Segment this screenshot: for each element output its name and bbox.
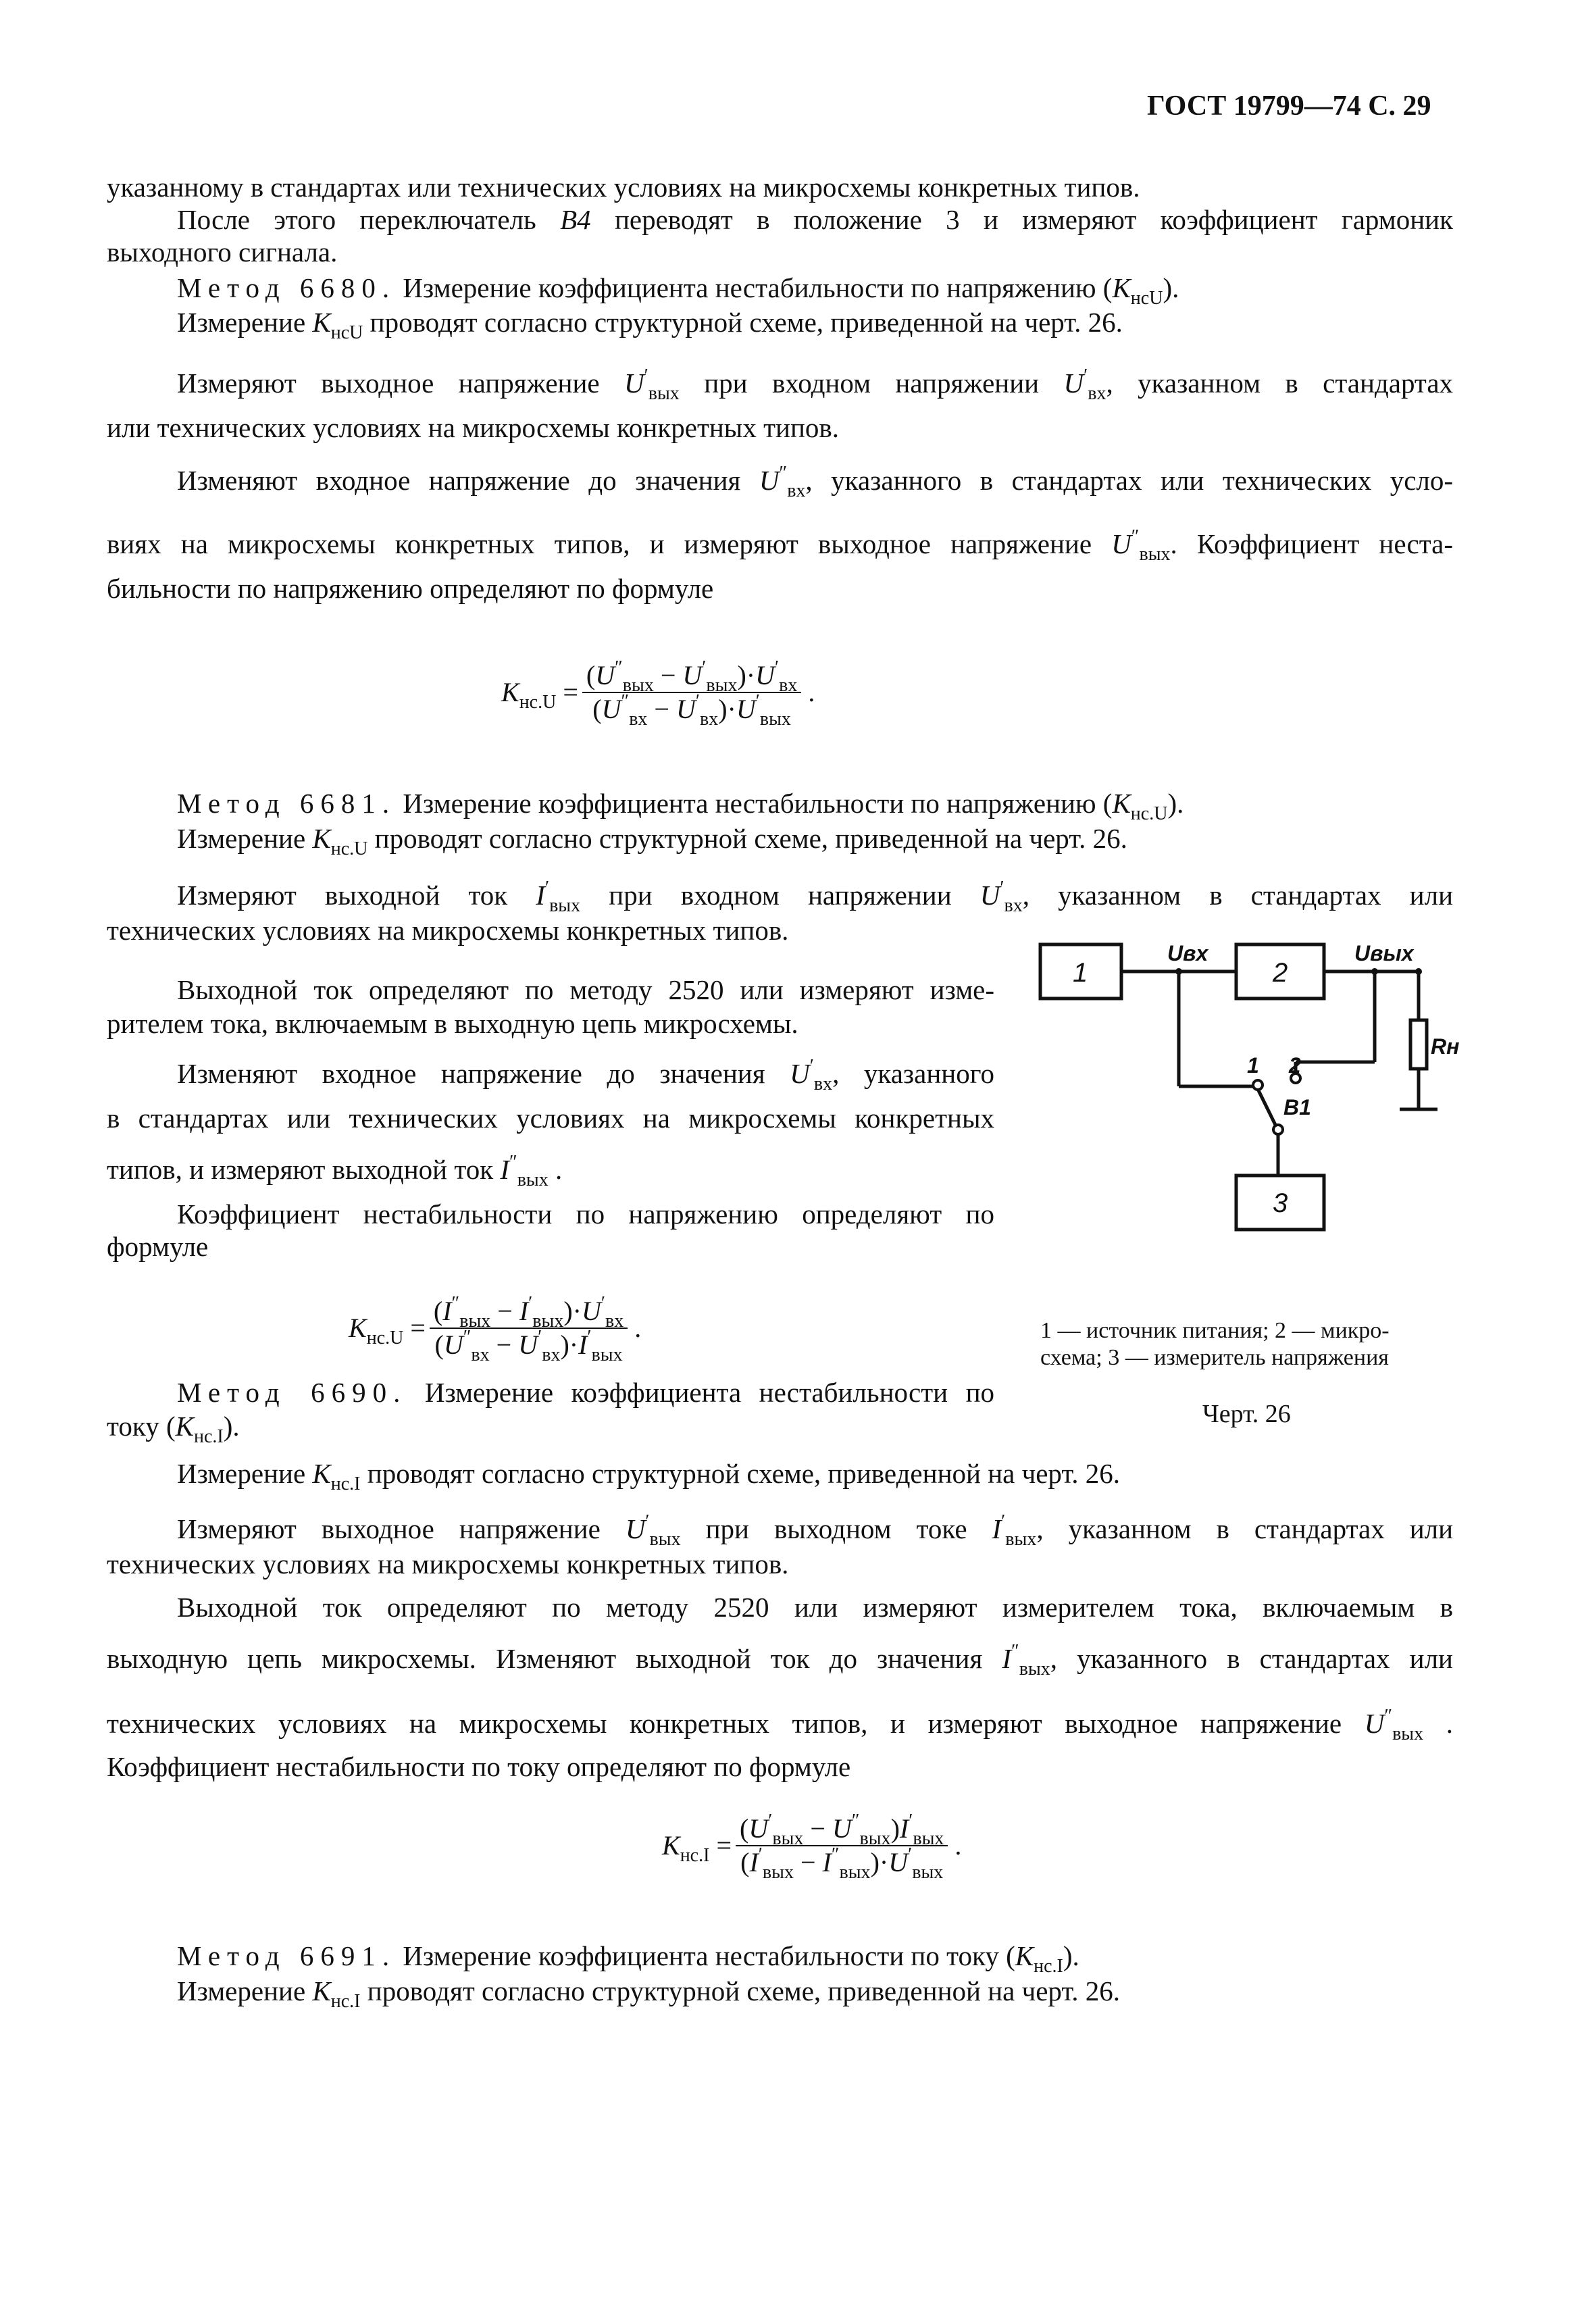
formula-k-nc-u-1: $K_{нс.U}$ = $\frac{(U''_{вых} - U'_{вых})\cdot U'_{вх}}{(U''_{вх} - U'_{вх})\cdot U'_{вых}}$ . (501, 657, 815, 730)
text-line: или технических условиях на микросхемы конкретных типов. (107, 412, 840, 443)
text-line: в стандартах или технических условиях на микросхемы конкретных (107, 1103, 994, 1134)
text-line: Коэффициент нестабильности по току определяют по формуле (107, 1751, 851, 1782)
page-header: ГОСТ 19799—74 С. 29 (1147, 91, 1431, 122)
text-line: Коэффициент нестабильности по напряжению определяют по (177, 1198, 994, 1230)
formula-k-nc-u-2: $K_{нс.U}$ = $\frac{(I''_{вых} - I'_{вых})\cdot U'_{вх}}{(U''_{вх} - U'_{вх})\cdot I'_{вых}}$ . (349, 1293, 642, 1365)
text-line: формуле (107, 1231, 209, 1262)
text-line: виях на микросхемы конкретных типов, и измеряют выходное напряжение $U''_{вых}$. Коэффициент неста- (107, 526, 1454, 565)
text-line: Выходной ток определяют по методу 2520 или измеряют измерителем тока, включаемым в (177, 1592, 1453, 1623)
rn-label: Rн (1431, 1034, 1460, 1059)
text-line: Выходной ток определяют по методу 2520 или измеряют изме- (177, 974, 994, 1005)
method-6690-heading: Метод 6690. Измерение коэффициента нестабильности по (177, 1377, 995, 1408)
text-line: выходного сигнала. (107, 236, 338, 268)
figure-caption: 1 — источник питания; 2 — микро- (1040, 1318, 1390, 1343)
text-line: технических условиях на микросхемы конкретных типов, и измеряют выходное напряжение $U''_{вых}$ . (107, 1706, 1454, 1744)
text-line: технических условиях на микросхемы конкретных типов. (107, 1548, 789, 1580)
text-line: Измерение $K_{нсU}$ проводят согласно структурной схеме, приведенной на черт. 26. (177, 307, 1123, 343)
method-6680-heading: Метод 6680. Измерение коэффициента нестабильности по напряжению $(K_{нсU})$. (177, 272, 1179, 309)
method-6691-heading: Метод 6691. Измерение коэффициента нестабильности по току $(K_{нс.I})$. (177, 1940, 1079, 1977)
switch-label: В1 (1283, 1095, 1311, 1119)
text-line: После этого переключатель В4 переводят в положение 3 и измеряют коэффициент гармоник (177, 204, 1454, 235)
text-line: Измеряют выходной ток $I'_{вых}$ при входном напряжении $U'_{вх}$, указанном в стандартах или (177, 878, 1454, 916)
text-line: Изменяют входное напряжение до значения $U'_{вх}$, указанного (177, 1056, 994, 1094)
u-out-label: Uвых (1354, 941, 1414, 965)
resistor-rn (1410, 1020, 1427, 1069)
block-1-label: 1 (1073, 958, 1088, 988)
text-line: Измерение $K_{нс.I}$ проводят согласно структурной схеме, приведенной на черт. 26. (177, 1975, 1120, 2012)
text-line: Измерение $K_{нс.U}$ проводят согласно структурной схеме, приведенной на черт. 26. (177, 823, 1127, 859)
text-line: току $(K_{нс.I})$. (107, 1411, 240, 1447)
switch-position-1: 1 (1247, 1053, 1259, 1078)
block-2-label: 2 (1273, 958, 1288, 988)
text-line: технических условиях на микросхемы конкретных типов. (107, 915, 789, 946)
text-line: Измерение $K_{нс.I}$ проводят согласно структурной схеме, приведенной на черт. 26. (177, 1458, 1120, 1494)
circuit-diagram (1013, 919, 1473, 1257)
text-line: рителем тока, включаемым в выходную цепь микросхемы. (107, 1008, 798, 1039)
text-line: указанному в стандартах или технических условиях на микросхемы конкретных типов. (107, 172, 1140, 203)
figure-caption: схема; 3 — измеритель напряжения (1040, 1345, 1389, 1370)
u-in-label: Uвх (1167, 941, 1208, 965)
figure-label: Черт. 26 (1202, 1400, 1291, 1428)
formula-k-nc-i: $K_{нс.I}$ = $\frac{(U'_{вых} - U''_{вых})I'_{вых}}{(I'_{вых} - I''_{вых})\cdot U'_{вых}}$ . (662, 1811, 962, 1883)
switch-position-2: 2 (1289, 1053, 1301, 1078)
switch-contact-1 (1253, 1080, 1263, 1090)
text-line: Изменяют входное напряжение до значения $U''_{вх}$, указанного в стандартах или технических усло- (177, 463, 1454, 501)
text-line: бильности по напряжению определяют по формуле (107, 573, 714, 604)
text-line: выходную цепь микросхемы. Изменяют выходной ток до значения $I''_{вых}$, указанного в стандартах или (107, 1641, 1453, 1679)
method-6681-heading: Метод 6681. Измерение коэффициента нестабильности по напряжению $(K_{нс.U})$. (177, 788, 1184, 824)
switch-pivot (1273, 1125, 1283, 1134)
text-line: Измеряют выходное напряжение $U'_{вых}$ при входном напряжении $U'_{вх}$, указанном в стандартах (177, 365, 1454, 404)
text-line: Измеряют выходное напряжение $U'_{вых}$ при выходном токе $I'_{вых}$, указанном в стандартах или (177, 1511, 1454, 1550)
block-3-label: 3 (1273, 1188, 1288, 1218)
text-line: типов, и измеряют выходной ток $I''_{вых}$ . (107, 1152, 563, 1190)
